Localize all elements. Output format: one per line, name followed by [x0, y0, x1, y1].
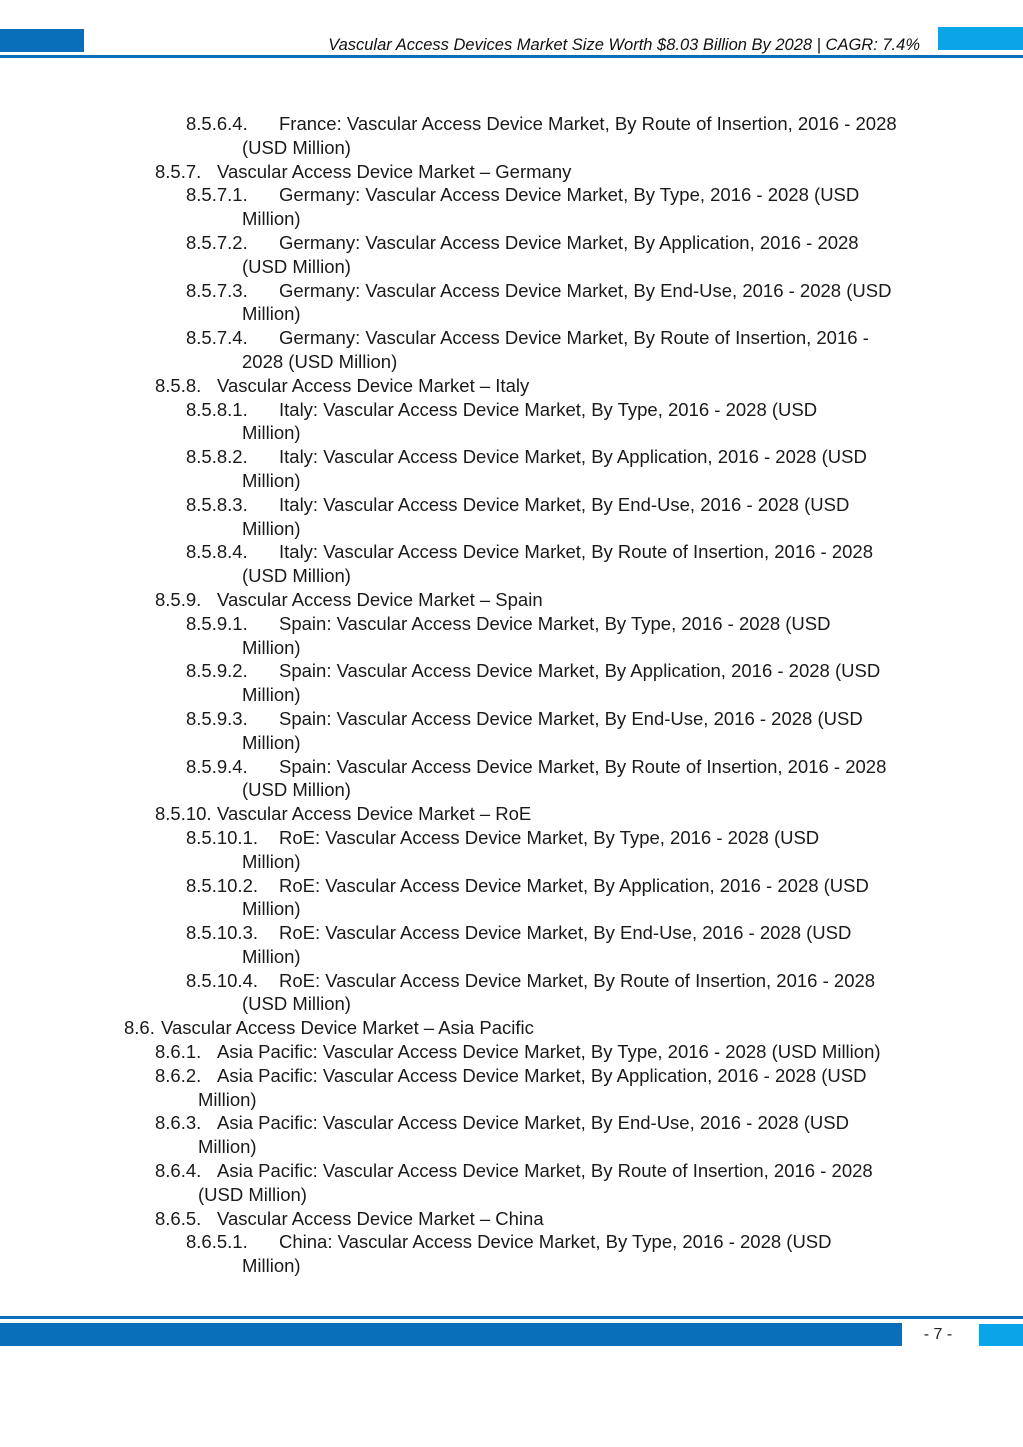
toc-entry-title-cont: Million) [242, 208, 301, 230]
toc-entry-title-cont: (USD Million) [242, 779, 351, 801]
toc-entry[interactable] [0, 1159, 1023, 1207]
toc-entry[interactable] [0, 493, 1023, 541]
toc-entry-title: France: Vascular Access Device Market, By Route of Insertion, 2016 - 2028 [279, 113, 897, 134]
table-of-contents [0, 112, 1023, 1278]
toc-entry[interactable] [0, 112, 1023, 160]
toc-entry-title: Vascular Access Device Market – Germany [217, 160, 572, 182]
header-accent-block-right [938, 27, 1023, 50]
toc-entry-number: 8.5.8.4. [186, 541, 248, 563]
toc-entry-title-cont: (USD Million) [242, 565, 351, 587]
toc-entry-title-cont: Million) [242, 303, 301, 325]
toc-entry-title-cont: Million) [242, 850, 301, 872]
toc-entry[interactable] [0, 921, 1023, 969]
toc-entry-title-cont: Million) [242, 636, 301, 658]
toc-entry-number: 8.5.7.2. [186, 231, 248, 253]
toc-entry-number: 8.5.7. [155, 160, 202, 182]
header-title: Vascular Access Devices Market Size Worth $8.03 Billion By 2028 | CAGR: 7.4% [328, 36, 920, 54]
toc-entry-title: Italy: Vascular Access Device Market, By Type, 2016 - 2028 (USD [279, 398, 818, 420]
toc-entry[interactable] [0, 802, 1023, 826]
toc-entry-number: 8.6.1. [155, 1041, 202, 1063]
toc-entry-title-cont: Million) [242, 684, 301, 706]
footer-rule [0, 1316, 1023, 1319]
toc-entry-title: Vascular Access Device Market – Italy [217, 374, 530, 396]
toc-entry-number: 8.5.10. [155, 803, 212, 825]
toc-entry-title: Vascular Access Device Market – China [217, 1207, 544, 1229]
toc-entry-number: 8.5.10.1. [186, 826, 259, 848]
toc-entry-title-cont: Million) [242, 422, 301, 444]
toc-entry-number: 8.5.10.3. [186, 922, 259, 944]
toc-entry[interactable] [0, 1230, 1023, 1278]
toc-entry-title: Asia Pacific: Vascular Access Device Market, By Type, 2016 - 2028 (USD Million) [217, 1041, 881, 1063]
toc-entry-title: Italy: Vascular Access Device Market, By Route of Insertion, 2016 - 2028 [279, 541, 873, 563]
toc-entry-title: Spain: Vascular Access Device Market, By Route of Insertion, 2016 - 2028 [279, 755, 887, 777]
toc-entry-title-cont: Million) [242, 898, 301, 920]
toc-entry[interactable] [0, 540, 1023, 588]
toc-entry-title-cont: Million) [198, 1088, 257, 1110]
toc-entry-title: Asia Pacific: Vascular Access Device Market, By Route of Insertion, 2016 - 2028 [217, 1160, 873, 1182]
toc-entry-title-cont: (USD Million) [198, 1183, 307, 1205]
toc-entry-title: Asia Pacific: Vascular Access Device Market, By Application, 2016 - 2028 (USD [217, 1064, 867, 1086]
toc-entry-number: 8.5.9.1. [186, 612, 248, 634]
toc-entry-number: 8.5.7.1. [186, 184, 248, 206]
toc-entry[interactable] [0, 1040, 1023, 1064]
toc-entry-number: 8.5.10.4. [186, 969, 259, 991]
toc-entry-number: 8.5.7.3. [186, 279, 248, 301]
toc-entry-title: Italy: Vascular Access Device Market, By Application, 2016 - 2028 (USD [279, 446, 867, 468]
toc-entry-number: 8.6.3. [155, 1112, 202, 1134]
toc-entry-number: 8.5.7.4. [186, 327, 248, 349]
toc-entry-title-cont: Million) [198, 1136, 257, 1158]
toc-entry-title: Vascular Access Device Market – RoE [217, 803, 532, 825]
toc-entry[interactable] [0, 183, 1023, 231]
toc-entry-title-cont: Million) [242, 469, 301, 491]
toc-entry[interactable] [0, 374, 1023, 398]
toc-entry-title: Spain: Vascular Access Device Market, By Application, 2016 - 2028 (USD [279, 660, 881, 682]
toc-entry[interactable] [0, 1111, 1023, 1159]
toc-entry-title-cont: (USD Million) [242, 136, 351, 158]
toc-entry-title: RoE: Vascular Access Device Market, By Route of Insertion, 2016 - 2028 [279, 969, 876, 991]
header-accent-block-left [0, 29, 84, 52]
toc-entry[interactable] [0, 707, 1023, 755]
toc-entry-number: 8.6.5.1. [186, 1231, 248, 1253]
toc-entry-number: 8.6.4. [155, 1160, 202, 1182]
toc-entry[interactable] [0, 659, 1023, 707]
toc-entry-title-cont: (USD Million) [242, 993, 351, 1015]
toc-entry-title: Spain: Vascular Access Device Market, By Type, 2016 - 2028 (USD [279, 612, 831, 634]
toc-entry[interactable] [0, 160, 1023, 184]
toc-entry-title-cont: Million) [242, 517, 301, 539]
toc-entry-title-cont: Million) [242, 945, 301, 967]
toc-entry[interactable] [0, 445, 1023, 493]
toc-entry-number: 8.6.2. [155, 1064, 202, 1086]
toc-entry[interactable] [0, 874, 1023, 922]
toc-entry-number: 8.5.8.1. [186, 398, 248, 420]
toc-entry-title: Germany: Vascular Access Device Market, By Application, 2016 - 2028 [279, 231, 859, 253]
header-rule [0, 55, 1023, 58]
toc-entry-title: Germany: Vascular Access Device Market, By Type, 2016 - 2028 (USD [279, 184, 860, 206]
toc-entry-number: 8.5.9.4. [186, 755, 248, 777]
toc-entry-number: 8.5.9.3. [186, 707, 248, 729]
toc-entry-number: 8.5.8. [155, 374, 202, 396]
toc-entry[interactable] [0, 588, 1023, 612]
toc-entry-title: Vascular Access Device Market – Spain [217, 588, 543, 610]
toc-entry-title: Spain: Vascular Access Device Market, By End-Use, 2016 - 2028 (USD [279, 707, 863, 729]
toc-entry[interactable] [0, 612, 1023, 660]
toc-entry-number: 8.5.8.2. [186, 446, 248, 468]
toc-entry-title-cont: (USD Million) [242, 255, 351, 277]
toc-entry-number: 8.5.10.2. [186, 874, 259, 896]
toc-entry[interactable] [0, 969, 1023, 1017]
toc-entry[interactable] [0, 1207, 1023, 1231]
toc-entry-number: 8.5.8.3. [186, 493, 248, 515]
toc-entry-title: Vascular Access Device Market – Asia Pacific [161, 1017, 534, 1039]
toc-entry-number: 8.5.9. [155, 588, 202, 610]
toc-entry[interactable] [0, 279, 1023, 327]
toc-entry[interactable] [0, 755, 1023, 803]
toc-entry[interactable] [0, 826, 1023, 874]
toc-entry-number: 8.6. [124, 1017, 155, 1039]
toc-entry-title: RoE: Vascular Access Device Market, By End-Use, 2016 - 2028 (USD [279, 922, 852, 944]
toc-entry-title: Germany: Vascular Access Device Market, By Route of Insertion, 2016 - [279, 327, 869, 349]
toc-entry[interactable] [0, 1064, 1023, 1112]
footer-accent-block-right [979, 1324, 1023, 1346]
toc-entry[interactable] [0, 231, 1023, 279]
toc-entry-title-cont: Million) [242, 1255, 301, 1277]
toc-entry-title-cont: Million) [242, 731, 301, 753]
toc-entry[interactable] [0, 398, 1023, 446]
toc-entry-title: Germany: Vascular Access Device Market, By End-Use, 2016 - 2028 (USD [279, 279, 892, 301]
toc-entry-title: Asia Pacific: Vascular Access Device Market, By End-Use, 2016 - 2028 (USD [217, 1112, 849, 1134]
toc-entry-number: 8.5.6.4. [186, 113, 248, 134]
toc-entry-title-cont: 2028 (USD Million) [242, 350, 398, 372]
toc-entry-title: Italy: Vascular Access Device Market, By End-Use, 2016 - 2028 (USD [279, 493, 850, 515]
toc-entry-title: RoE: Vascular Access Device Market, By Type, 2016 - 2028 (USD [279, 826, 820, 848]
toc-entry[interactable] [0, 326, 1023, 374]
toc-entry[interactable] [0, 1016, 1023, 1040]
page-number: - 7 - [923, 1326, 953, 1343]
toc-entry-title: RoE: Vascular Access Device Market, By Application, 2016 - 2028 (USD [279, 874, 869, 896]
footer-accent-bar [0, 1323, 902, 1346]
toc-entry-title: China: Vascular Access Device Market, By Type, 2016 - 2028 (USD [279, 1231, 832, 1253]
toc-entry-number: 8.6.5. [155, 1207, 202, 1229]
toc-entry-number: 8.5.9.2. [186, 660, 248, 682]
